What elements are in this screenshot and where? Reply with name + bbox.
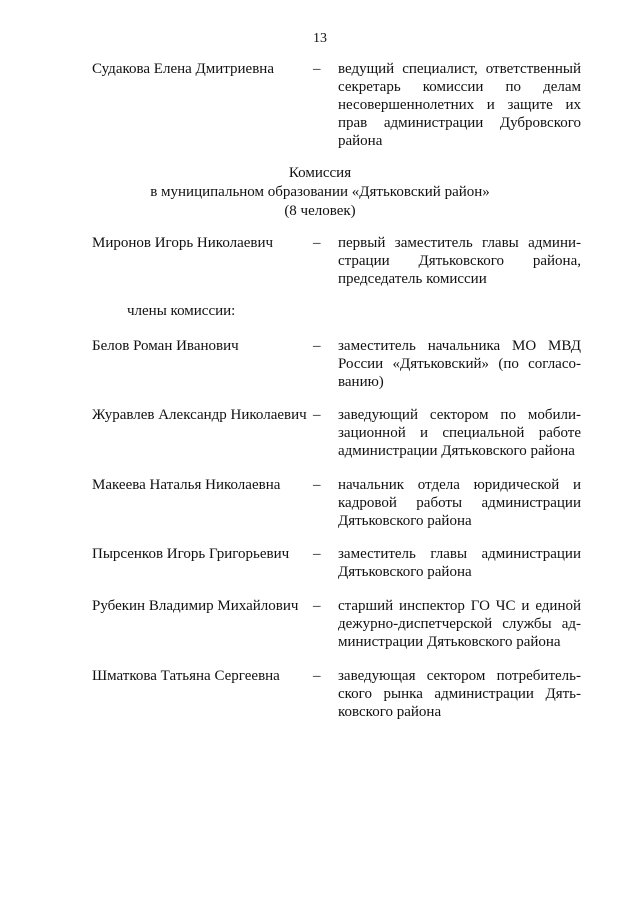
role-line: ковского района [338, 704, 442, 720]
person-name: Макеева Наталья Николаевна [92, 477, 281, 493]
role-line: заместитель начальника МО МВД [338, 338, 581, 354]
person-role [338, 667, 581, 721]
person-role [338, 337, 581, 391]
person-name: Пырсенков Игорь Григорьевич [92, 546, 290, 562]
person-name: Журавлев Александр Николаевич [92, 407, 307, 423]
members-label: члены комиссии: [127, 303, 236, 319]
role-line: дежурно-диспетчерской службы ад- [338, 616, 581, 632]
dash-separator: – [313, 407, 321, 423]
person-name: Белов Роман Иванович [92, 338, 239, 354]
role-line: секретарь комиссии по делам [338, 79, 581, 95]
role-line: страции Дятьковского района, [338, 253, 581, 269]
person-role [338, 545, 581, 581]
role-line: ведущий специалист, ответственный [338, 61, 581, 77]
person-name: Миронов Игорь Николаевич [92, 235, 274, 251]
person-role [338, 60, 581, 150]
person-role [338, 406, 581, 460]
dash-separator: – [313, 546, 321, 562]
role-line: кадровой работы администрации [338, 495, 581, 511]
role-line: района [338, 133, 383, 149]
role-line: заведующий сектором по мобили- [338, 407, 581, 423]
role-line: заместитель главы администрации [338, 546, 581, 562]
commission-heading [0, 164, 640, 221]
role-line: председатель комиссии [338, 271, 487, 287]
role-line: прав администрации Дубровского [338, 115, 581, 131]
person-role [338, 476, 581, 530]
dash-separator: – [313, 668, 321, 684]
dash-separator: – [313, 338, 321, 354]
dash-separator: – [313, 61, 321, 77]
role-line: несовершеннолетних и защите их [338, 97, 581, 113]
dash-separator: – [313, 235, 321, 251]
heading-line: в муниципальном образовании «Дятьковский район» [150, 184, 490, 200]
heading-line: (8 человек) [284, 203, 356, 219]
role-line: администрации Дятьковского района [338, 443, 575, 459]
role-line: первый заместитель главы админи- [338, 235, 581, 251]
role-line: министрации Дятьковского района [338, 634, 561, 650]
dash-separator: – [313, 477, 321, 493]
role-line: России «Дятьковский» (по согласо- [338, 356, 581, 372]
role-line: ванию) [338, 374, 384, 390]
person-name: Судакова Елена Дмитриевна [92, 61, 274, 77]
role-line: ского рынка администрации Дять- [338, 686, 581, 702]
person-name: Рубекин Владимир Михайлович [92, 598, 299, 614]
role-line: старший инспектор ГО ЧС и единой [338, 598, 581, 614]
person-name: Шматкова Татьяна Сергеевна [92, 668, 280, 684]
role-line: заведующая сектором потребитель- [338, 668, 581, 684]
person-role [338, 234, 581, 288]
role-line: Дятьковского района [338, 564, 472, 580]
dash-separator: – [313, 598, 321, 614]
page-number: 13 [313, 31, 327, 46]
role-line: Дятьковского района [338, 513, 472, 529]
role-line: зационной и специальной работе [338, 425, 581, 441]
role-line: начальник отдела юридической и [338, 477, 581, 493]
person-role [338, 597, 581, 651]
heading-line: Комиссия [288, 165, 352, 181]
